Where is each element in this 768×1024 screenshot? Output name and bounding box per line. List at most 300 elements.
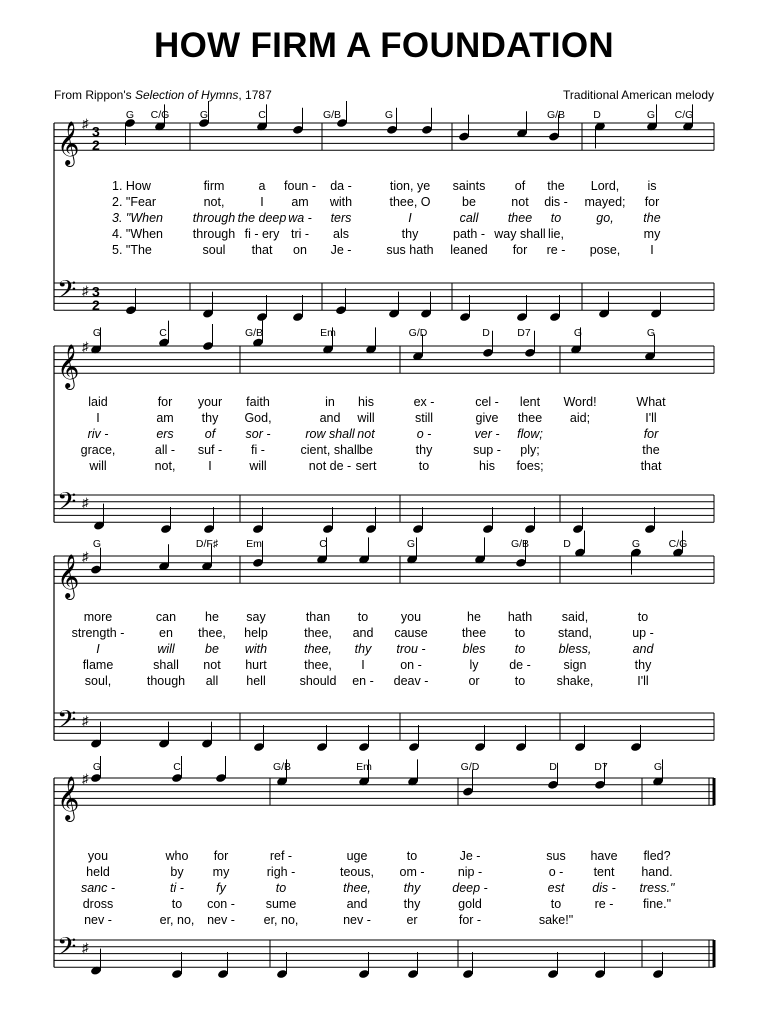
lyric-syllable: riv - bbox=[87, 427, 109, 441]
lyric-syllable: en - bbox=[352, 674, 374, 688]
lyric-syllable: thy bbox=[201, 411, 219, 425]
lyric-syllable: dis - bbox=[544, 195, 568, 209]
chord-symbol: C/G bbox=[668, 538, 688, 550]
lyric-syllable: thy bbox=[354, 642, 372, 656]
treble-note bbox=[124, 118, 136, 145]
lyric-syllable: to bbox=[550, 211, 562, 225]
lyric-syllable: sake!" bbox=[538, 913, 574, 927]
lyric-syllable: soul bbox=[202, 243, 226, 257]
bass-clef-icon: 𝄢 bbox=[57, 933, 77, 967]
treble-note bbox=[462, 770, 474, 797]
lyric-syllable: through bbox=[192, 227, 236, 241]
chord-symbol: D/F♯ bbox=[195, 538, 219, 550]
lyric-syllable: fy bbox=[216, 881, 226, 895]
lyric-syllable: I'll bbox=[637, 674, 649, 688]
lyric-syllable: righ - bbox=[266, 865, 296, 879]
treble-note bbox=[358, 537, 370, 564]
chord-symbol: G bbox=[92, 327, 102, 339]
chord-symbol: C/G bbox=[150, 109, 170, 121]
bass-note bbox=[572, 507, 584, 534]
lyric-syllable: go, bbox=[596, 211, 614, 225]
time-signature-top: 3 bbox=[92, 283, 100, 300]
lyric-syllable: tion, ye bbox=[389, 179, 431, 193]
chord-symbol: Em bbox=[246, 538, 262, 550]
bass-note bbox=[90, 722, 102, 749]
lyric-syllable: am bbox=[156, 411, 174, 425]
bass-note bbox=[644, 507, 656, 534]
bass-note bbox=[316, 725, 328, 752]
chord-symbol: D7 bbox=[594, 761, 608, 773]
lyric-syllable: o - bbox=[548, 865, 564, 879]
bass-note bbox=[125, 288, 137, 315]
lyric-syllable: fled? bbox=[643, 849, 671, 863]
source-book: Selection of Hymns bbox=[134, 88, 239, 102]
treble-note bbox=[458, 115, 470, 142]
lyric-syllable: for bbox=[213, 849, 229, 863]
bass-note bbox=[462, 952, 474, 979]
lyric-syllable: thy bbox=[403, 897, 421, 911]
chord-symbol: G bbox=[125, 109, 135, 121]
lyric-syllable: thee bbox=[461, 626, 487, 640]
bass-note bbox=[203, 507, 215, 534]
bass-note bbox=[412, 507, 424, 534]
chord-symbol: G bbox=[646, 327, 656, 339]
lyric-syllable: wa - bbox=[288, 211, 312, 225]
chord-symbol: C bbox=[173, 761, 181, 773]
bass-note bbox=[252, 507, 264, 534]
bass-note bbox=[256, 295, 268, 322]
treble-clef-icon: 𝄞 bbox=[57, 778, 80, 821]
lyric-syllable: with bbox=[244, 642, 268, 656]
lyric-syllable: way shall bbox=[494, 227, 546, 241]
lyric-syllable: re - bbox=[546, 243, 566, 257]
lyric-syllable: who bbox=[165, 849, 189, 863]
lyric-syllable: to bbox=[418, 459, 430, 473]
chord-symbol: G/B bbox=[272, 761, 292, 773]
lyric-syllable: sus hath bbox=[386, 243, 434, 257]
treble-note bbox=[630, 548, 642, 575]
treble-note bbox=[90, 548, 102, 575]
lyric-syllable: hell bbox=[246, 674, 266, 688]
lyric-syllable: I bbox=[260, 195, 264, 209]
chord-symbol: G/B bbox=[546, 109, 566, 121]
lyric-syllable: tress." bbox=[639, 881, 675, 895]
lyric-syllable: I bbox=[361, 658, 365, 672]
lyric-syllable: gold bbox=[458, 897, 482, 911]
lyric-syllable: foun - bbox=[284, 179, 316, 193]
bass-note bbox=[594, 952, 606, 979]
lyric-syllable: he bbox=[205, 610, 219, 624]
lyric-syllable: not bbox=[357, 427, 375, 441]
lyric-syllable: hand. bbox=[641, 865, 673, 879]
lyric-syllable: the bbox=[642, 443, 660, 457]
lyric-syllable: 2. "Fear bbox=[112, 195, 157, 209]
bass-staff bbox=[54, 283, 714, 310]
bass-note bbox=[202, 292, 214, 319]
lyric-syllable: 1. How bbox=[112, 179, 151, 193]
chord-symbol: D bbox=[593, 109, 601, 121]
lyric-syllable: trou - bbox=[396, 642, 426, 656]
lyric-syllable: cient, shall bbox=[300, 443, 360, 457]
lyric-syllable: God, bbox=[244, 411, 272, 425]
lyric-syllable: cause bbox=[394, 626, 428, 640]
lyric-syllable: not de - bbox=[308, 459, 352, 473]
lyric-syllable: all bbox=[205, 674, 219, 688]
lyric-syllable: ver - bbox=[474, 427, 500, 441]
lyric-syllable: hath bbox=[507, 610, 533, 624]
time-signature-top: 3 bbox=[92, 123, 100, 140]
lyric-syllable: will bbox=[157, 642, 175, 656]
bass-note bbox=[171, 952, 183, 979]
lyric-syllable: thee bbox=[517, 411, 543, 425]
lyric-syllable: the bbox=[643, 211, 661, 225]
treble-note bbox=[158, 544, 170, 571]
lyric-syllable: 3. "When bbox=[112, 211, 163, 225]
bass-note bbox=[322, 507, 334, 534]
lyric-syllable: als bbox=[333, 227, 349, 241]
lyric-syllable: a bbox=[258, 179, 266, 193]
lyric-syllable: be bbox=[462, 195, 476, 209]
sharp-icon: ♯ bbox=[82, 771, 89, 786]
bass-note bbox=[217, 952, 229, 979]
chord-symbol: G bbox=[573, 327, 583, 339]
lyric-syllable: sup - bbox=[473, 443, 501, 457]
lyric-syllable: than bbox=[305, 610, 331, 624]
lyric-syllable: ers bbox=[156, 427, 174, 441]
lyric-syllable: flow; bbox=[517, 427, 543, 441]
lyric-syllable: the bbox=[547, 179, 565, 193]
sharp-icon: ♯ bbox=[82, 939, 89, 955]
bass-note bbox=[93, 504, 105, 531]
lyric-syllable: tri - bbox=[290, 227, 310, 241]
lyric-syllable: sanc - bbox=[80, 881, 116, 895]
sharp-icon: ♯ bbox=[82, 549, 89, 564]
lyric-syllable: to bbox=[357, 610, 369, 624]
bass-note bbox=[335, 288, 347, 315]
lyric-syllable: nev - bbox=[207, 913, 235, 927]
lyric-syllable: nip - bbox=[457, 865, 483, 879]
treble-note bbox=[407, 759, 419, 786]
lyric-syllable: thee, bbox=[343, 881, 371, 895]
lyric-syllable: er bbox=[406, 913, 418, 927]
chord-symbol: G bbox=[199, 109, 209, 121]
lyric-syllable: fine." bbox=[642, 897, 672, 911]
lyric-syllable: not bbox=[511, 195, 529, 209]
lyric-syllable: ref - bbox=[269, 849, 293, 863]
lyric-syllable: o - bbox=[416, 427, 432, 441]
lyric-syllable: to bbox=[514, 674, 526, 688]
lyric-syllable: What bbox=[636, 395, 666, 409]
bass-note bbox=[158, 722, 170, 749]
bass-clef-icon: 𝄢 bbox=[57, 276, 77, 310]
lyric-syllable: thy bbox=[403, 881, 421, 895]
lyric-syllable: strength - bbox=[71, 626, 125, 640]
lyric-syllable: cel - bbox=[475, 395, 499, 409]
chord-symbol: G bbox=[384, 109, 394, 121]
bass-note bbox=[515, 725, 527, 752]
lyric-syllable: to bbox=[514, 626, 526, 640]
treble-note bbox=[215, 756, 227, 783]
lyric-syllable: can bbox=[155, 610, 177, 624]
chord-symbol: D bbox=[563, 538, 571, 550]
chord-symbol: C/G bbox=[674, 109, 694, 121]
lyric-syllable: bles bbox=[462, 642, 486, 656]
lyric-syllable: thy bbox=[401, 227, 419, 241]
bass-note bbox=[201, 722, 213, 749]
lyric-syllable: he bbox=[467, 610, 481, 624]
bass-note bbox=[358, 725, 370, 752]
sharp-icon: ♯ bbox=[82, 116, 89, 131]
lyric-syllable: thee, O bbox=[389, 195, 431, 209]
lyric-syllable: Word! bbox=[563, 395, 597, 409]
lyric-syllable: sume bbox=[265, 897, 297, 911]
lyric-syllable: to bbox=[637, 610, 649, 624]
lyric-syllable: grace, bbox=[80, 443, 116, 457]
lyric-syllable: for - bbox=[458, 913, 482, 927]
lyric-syllable: not bbox=[203, 658, 221, 672]
lyric-syllable: that bbox=[251, 243, 273, 257]
bass-note bbox=[365, 507, 377, 534]
chord-symbol: G bbox=[92, 761, 102, 773]
chord-symbol: G bbox=[406, 538, 416, 550]
treble-staff bbox=[54, 556, 714, 583]
lyric-syllable: my bbox=[212, 865, 230, 879]
treble-staff bbox=[54, 123, 714, 150]
chord-symbol: D7 bbox=[517, 327, 531, 339]
lyric-syllable: est bbox=[547, 881, 565, 895]
lyric-syllable: Lord, bbox=[590, 179, 620, 193]
lyric-syllable: and bbox=[346, 897, 368, 911]
lyric-syllable: er, no, bbox=[159, 913, 195, 927]
lyric-syllable: thee, bbox=[304, 658, 332, 672]
time-signature-bottom: 2 bbox=[92, 137, 100, 154]
sharp-icon: ♯ bbox=[82, 494, 89, 510]
lyric-syllable: his bbox=[479, 459, 495, 473]
treble-clef-icon: 𝄞 bbox=[57, 556, 80, 599]
lyric-syllable: fi - bbox=[251, 443, 265, 457]
lyric-syllable: to bbox=[275, 881, 287, 895]
lyric-syllable: ters bbox=[330, 211, 352, 225]
bass-note bbox=[292, 295, 304, 322]
lyric-syllable: sus bbox=[546, 849, 566, 863]
lyric-syllable: soul, bbox=[84, 674, 112, 688]
lyric-syllable: mayed; bbox=[584, 195, 626, 209]
lyric-syllable: stand, bbox=[557, 626, 593, 640]
chord-symbol: D bbox=[549, 761, 557, 773]
lyric-syllable: said, bbox=[561, 610, 589, 624]
lyric-syllable: bless, bbox=[558, 642, 592, 656]
source-prefix: From Rippon's bbox=[54, 88, 135, 102]
chord-symbol: C bbox=[319, 538, 327, 550]
treble-note bbox=[574, 531, 586, 558]
lyric-syllable: nev - bbox=[343, 913, 371, 927]
lyric-syllable: help bbox=[244, 626, 268, 640]
lyric-syllable: to bbox=[171, 897, 183, 911]
lyric-syllable: call bbox=[459, 211, 479, 225]
bass-note bbox=[630, 725, 642, 752]
treble-clef-icon: 𝄞 bbox=[57, 123, 80, 166]
lyric-syllable: shall bbox=[153, 658, 179, 672]
lyric-syllable: be bbox=[205, 642, 219, 656]
lyric-syllable: tent bbox=[593, 865, 615, 879]
lyric-syllable: on bbox=[293, 243, 307, 257]
bass-staff bbox=[54, 713, 714, 740]
lyric-syllable: foes; bbox=[516, 459, 544, 473]
chord-symbol: C bbox=[159, 327, 167, 339]
bass-note bbox=[516, 295, 528, 322]
lyric-syllable: re - bbox=[594, 897, 614, 911]
lyric-syllable: Je - bbox=[459, 849, 481, 863]
lyric-syllable: deav - bbox=[393, 674, 429, 688]
lyric-syllable: I bbox=[96, 411, 100, 425]
lyric-syllable: ly bbox=[469, 658, 479, 672]
treble-staff bbox=[54, 778, 714, 805]
bass-note bbox=[420, 292, 432, 319]
chord-symbol: G bbox=[653, 761, 663, 773]
bass-note bbox=[482, 507, 494, 534]
lyric-syllable: flame bbox=[82, 658, 114, 672]
bass-note bbox=[474, 725, 486, 752]
lyric-syllable: ply; bbox=[520, 443, 540, 457]
time-signature-bottom: 2 bbox=[92, 297, 100, 314]
lyric-syllable: teous, bbox=[339, 865, 375, 879]
lyric-syllable: shake, bbox=[556, 674, 594, 688]
chord-symbol: G/B bbox=[322, 109, 342, 121]
lyric-syllable: in bbox=[325, 395, 335, 409]
lyric-syllable: saints bbox=[452, 179, 486, 193]
treble-note bbox=[202, 324, 214, 351]
lyric-syllable: hurt bbox=[245, 658, 267, 672]
lyric-syllable: ti - bbox=[170, 881, 184, 895]
lyric-syllable: for bbox=[643, 427, 659, 441]
lyric-syllable: thee, bbox=[304, 642, 332, 656]
lyric-syllable: to bbox=[406, 849, 418, 863]
lyric-syllable: all - bbox=[154, 443, 176, 457]
lyric-syllable: not, bbox=[154, 459, 176, 473]
chord-symbol: G/D bbox=[408, 327, 428, 339]
lyric-syllable: not, bbox=[203, 195, 225, 209]
lyric-syllable: con - bbox=[207, 897, 235, 911]
bass-note bbox=[574, 725, 586, 752]
lyric-syllable: I bbox=[208, 459, 212, 473]
lyric-syllable: of bbox=[204, 427, 216, 441]
lyric-syllable: fi - ery bbox=[244, 227, 280, 241]
chord-symbol: Em bbox=[356, 761, 372, 773]
treble-staff bbox=[54, 346, 714, 373]
lyric-syllable: aid; bbox=[569, 411, 591, 425]
bass-note bbox=[547, 952, 559, 979]
bass-note bbox=[276, 952, 288, 979]
bass-note bbox=[408, 725, 420, 752]
lyric-syllable: my bbox=[643, 227, 661, 241]
lyric-syllable: more bbox=[83, 610, 113, 624]
chord-symbol: G bbox=[631, 538, 641, 550]
lyric-syllable: though bbox=[146, 674, 186, 688]
lyric-syllable: you bbox=[400, 610, 422, 624]
lyric-syllable: uge bbox=[346, 849, 368, 863]
lyric-syllable: suf - bbox=[197, 443, 223, 457]
lyric-syllable: of bbox=[514, 179, 526, 193]
bass-note bbox=[160, 507, 172, 534]
lyric-syllable: will bbox=[357, 411, 375, 425]
lyric-syllable: to bbox=[514, 642, 526, 656]
lyric-syllable: lent bbox=[519, 395, 541, 409]
bass-note bbox=[358, 952, 370, 979]
lyric-syllable: is bbox=[647, 179, 657, 193]
bass-note bbox=[549, 295, 561, 322]
bass-staff bbox=[54, 940, 714, 967]
lyric-syllable: thee, bbox=[198, 626, 226, 640]
treble-note bbox=[474, 537, 486, 564]
lyric-syllable: that bbox=[640, 459, 662, 473]
lyric-syllable: I'll bbox=[645, 411, 657, 425]
lyric-syllable: or bbox=[468, 674, 480, 688]
lyric-syllable: leaned bbox=[450, 243, 488, 257]
lyric-syllable: ex - bbox=[413, 395, 435, 409]
sharp-icon: ♯ bbox=[82, 282, 89, 298]
bass-note bbox=[407, 952, 419, 979]
treble-note bbox=[292, 108, 304, 135]
music-credit: Traditional American melody bbox=[563, 88, 714, 102]
lyric-syllable: sor - bbox=[245, 427, 271, 441]
sharp-icon: ♯ bbox=[82, 712, 89, 728]
lyric-syllable: for bbox=[157, 395, 173, 409]
lyric-syllable: 4. "When bbox=[112, 227, 163, 241]
treble-note bbox=[594, 121, 606, 148]
lyric-syllable: row shall bbox=[305, 427, 355, 441]
lyric-syllable: for bbox=[644, 195, 660, 209]
lyric-syllable: Je - bbox=[330, 243, 352, 257]
bass-clef-icon: 𝄢 bbox=[57, 706, 77, 740]
lyric-syllable: da - bbox=[330, 179, 352, 193]
treble-clef-icon: 𝄞 bbox=[57, 346, 80, 389]
lyric-syllable: have bbox=[590, 849, 618, 863]
lyric-syllable: laid bbox=[88, 395, 108, 409]
lyric-syllable: faith bbox=[246, 395, 270, 409]
lyric-syllable: and bbox=[632, 642, 654, 656]
lyric-syllable: the deep bbox=[237, 211, 287, 225]
lyric-syllable: will bbox=[249, 459, 267, 473]
chord-symbol: D bbox=[482, 327, 490, 339]
lyric-syllable: de - bbox=[509, 658, 531, 672]
bass-staff bbox=[54, 495, 714, 522]
lyric-syllable: path - bbox=[453, 227, 485, 241]
chord-symbol: Em bbox=[320, 327, 336, 339]
lyric-syllable: his bbox=[358, 395, 374, 409]
lyric-syllable: I bbox=[408, 211, 412, 225]
chord-symbol: G/D bbox=[460, 761, 480, 773]
lyric-syllable: thee bbox=[507, 211, 533, 225]
treble-note bbox=[365, 327, 377, 354]
chord-symbol: G bbox=[646, 109, 656, 121]
treble-note bbox=[421, 108, 433, 135]
lyric-syllable: om - bbox=[399, 865, 425, 879]
bass-note bbox=[253, 725, 265, 752]
lyric-syllable: thy bbox=[415, 443, 433, 457]
lyric-syllable: still bbox=[414, 411, 434, 425]
lyric-syllable: your bbox=[197, 395, 223, 409]
sharp-icon: ♯ bbox=[82, 339, 89, 354]
lyric-syllable: to bbox=[550, 897, 562, 911]
lyric-syllable: I bbox=[650, 243, 654, 257]
bass-clef-icon: 𝄢 bbox=[57, 488, 77, 522]
lyric-syllable: pose, bbox=[589, 243, 621, 257]
lyric-syllable: should bbox=[299, 674, 337, 688]
source-suffix: , 1787 bbox=[238, 88, 272, 102]
chord-symbol: G bbox=[92, 538, 102, 550]
bass-note bbox=[524, 507, 536, 534]
bass-note bbox=[388, 292, 400, 319]
